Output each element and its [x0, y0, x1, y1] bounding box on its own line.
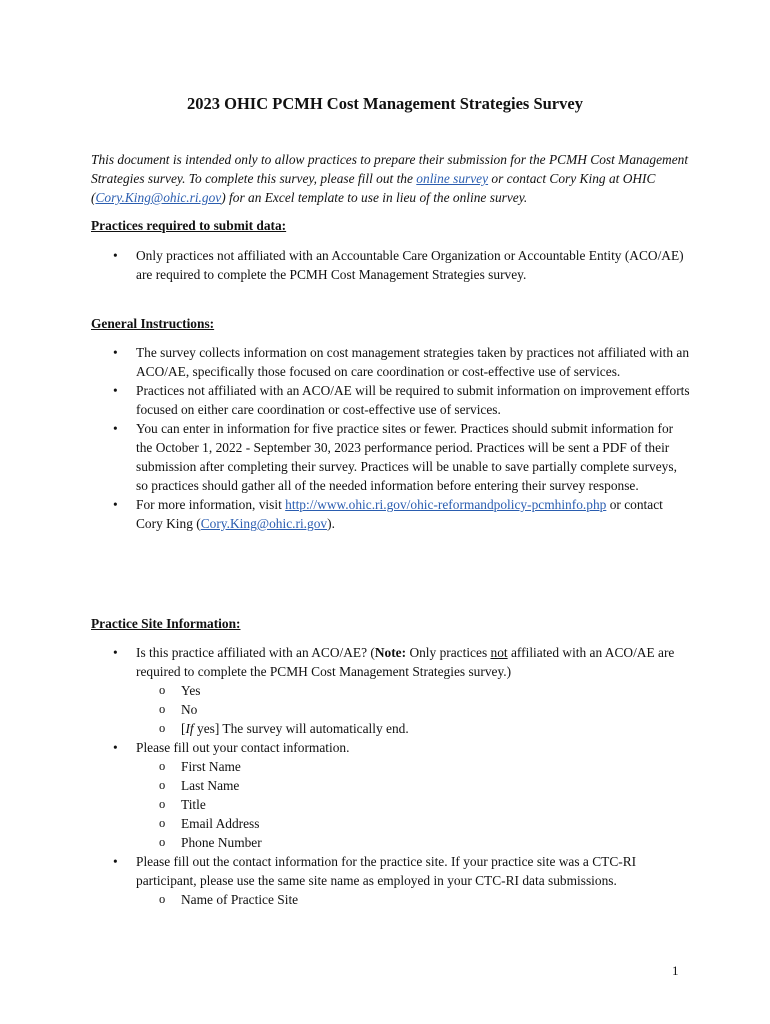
q1-not: not — [490, 645, 508, 660]
practice-site-heading: Practice Site Information: — [91, 616, 241, 631]
option-if-yes: o [If yes] The survey will automatically end. — [136, 719, 691, 738]
ohic-pcmh-link[interactable]: http://www.ohic.ri.gov/ohic-reformandpolicy-pcmhinfo.php — [285, 497, 607, 512]
q1-mid: Only practices — [406, 645, 491, 660]
note-label: Note: — [374, 645, 407, 660]
option-last-name: o Last Name — [136, 776, 691, 795]
practices-required-list — [91, 246, 691, 284]
list-item: • You can enter in information for five practice sites or fewer. Practices should submit information for the October 1, 2022 - September 30, 2023 performance period. Practices will be sent a PDF of their submission after completing their survey. Practices will be unable to save partially complete surveys, so practices should gather all of the needed information before entering their survey response. — [91, 419, 691, 495]
page-title: 2023 OHIC PCMH Cost Management Strategies Survey — [187, 94, 583, 113]
list-item: • Practices not affiliated with an ACO/AE will be required to submit information on improvement efforts focused on either care coordination or cost-effective use of services. — [91, 381, 691, 419]
option-phone: o Phone Number — [136, 833, 691, 852]
intro-text-2: or contact Cory King at OHIC ( — [91, 171, 656, 205]
practices-required-heading: Practices required to submit data: — [91, 218, 287, 233]
list-item-more-info — [91, 495, 691, 533]
q3-text: Please fill out the contact information for the practice site. If your practice site was a CTC-RI participant, please use the same site name as employed in your CTC-RI data submissions. — [136, 854, 637, 888]
intro-paragraph — [91, 150, 691, 207]
option-email: o Email Address — [136, 814, 691, 833]
list-item: • The survey collects information on cost management strategies taken by practices not affiliated with an ACO/AE, specifically those focused on care coordination or cost-effective use of services. — [91, 343, 691, 381]
option-practice-site-name: o Name of Practice Site — [136, 890, 691, 909]
q1-suffix: affiliated with an ACO/AE are required to complete the PCMH Cost Management Strategies survey.) — [136, 645, 675, 679]
q1-prefix: Is this practice affiliated with an ACO/AE? ( — [136, 645, 375, 660]
email-link[interactable]: Cory.King@ohic.ri.gov — [95, 190, 222, 205]
if-rest: yes] The survey will automatically end. — [193, 721, 409, 736]
contact-email-link[interactable]: Cory.King@ohic.ri.gov — [200, 516, 328, 531]
question-practice-site — [91, 852, 691, 909]
question-contact-info — [91, 738, 691, 852]
more-info-prefix: For more information, visit — [136, 497, 286, 512]
question-aco-affiliation — [91, 643, 691, 738]
intro-text-3: ) for an Excel template to use in lieu of the online survey. — [221, 190, 528, 205]
more-info-suffix: ). — [327, 516, 335, 531]
intro-text-1: This document is intended only to allow practices to prepare their submission for the PCMH Cost Management Strategies survey. To complete this survey, please fill out the — [91, 152, 689, 186]
general-instructions-list — [91, 343, 691, 533]
general-instructions-heading: General Instructions: — [91, 316, 215, 331]
page-number: 1 — [672, 963, 679, 978]
option-no: o No — [136, 700, 691, 719]
q2-text: Please fill out your contact information. — [136, 740, 350, 755]
list-item: • Only practices not affiliated with an Accountable Care Organization or Accountable Entity (ACO/AE) are required to complete the PCMH Cost Management Strategies survey. — [91, 246, 691, 284]
q1-options — [136, 681, 691, 738]
online-survey-link[interactable]: online survey — [416, 171, 489, 186]
option-yes: o Yes — [136, 681, 691, 700]
q2-options — [136, 757, 691, 852]
if-label: If — [185, 721, 194, 736]
more-info-middle: or contact Cory King ( — [136, 497, 663, 531]
q3-options — [136, 890, 691, 909]
option-title: o Title — [136, 795, 691, 814]
option-first-name: o First Name — [136, 757, 691, 776]
practice-site-list — [91, 643, 691, 909]
